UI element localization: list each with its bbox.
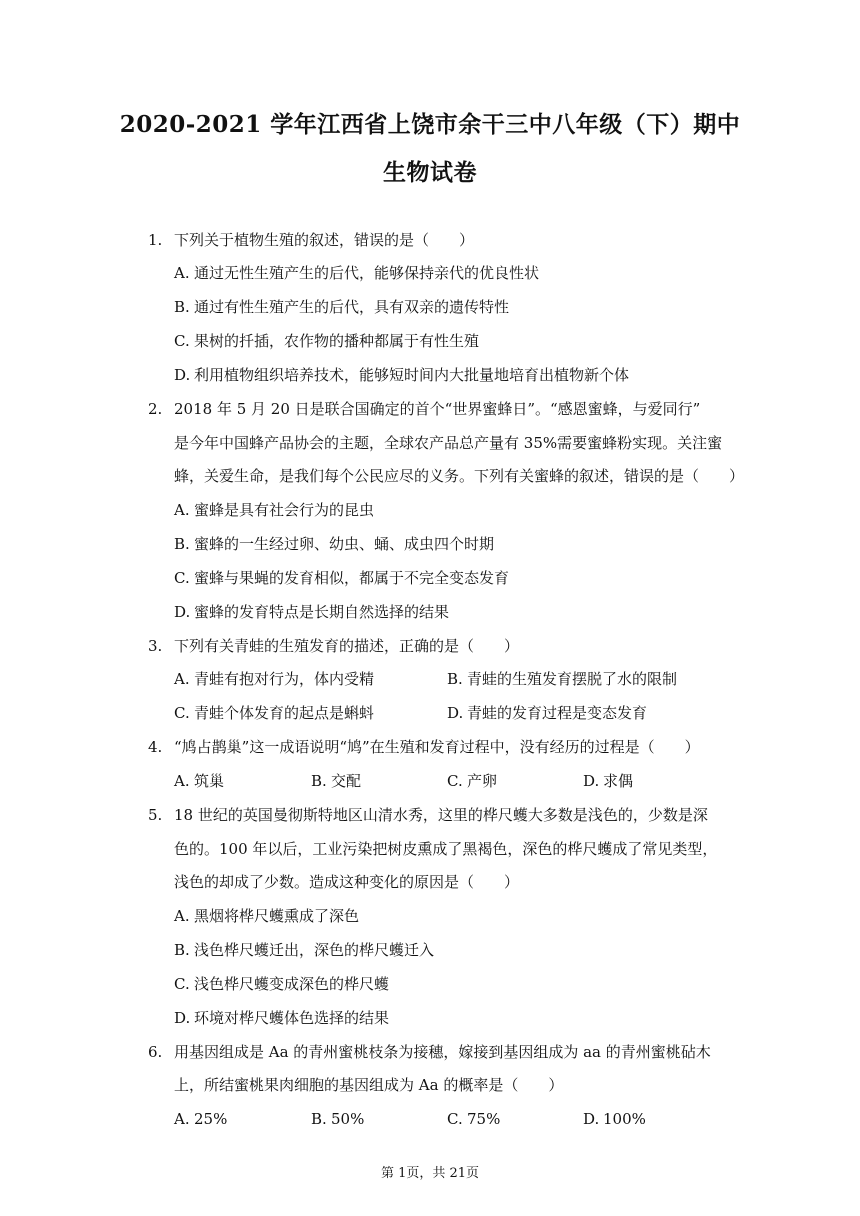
option-c: C. 75% [447, 1110, 501, 1128]
question-stem-continued: 上，所结蜜桃果肉细胞的基因组成为 Aa 的概率是（ ） [174, 1076, 564, 1094]
option-b: B. 通过有性生殖产生的后代，具有双亲的遗传特性 [174, 298, 510, 316]
exam-title-line-2: 生物试卷 [383, 159, 477, 186]
option-a: A. 黑烟将桦尺蠖熏成了深色 [174, 907, 360, 925]
question-stem-continued: 蜂，关爱生命，是我们每个公民应尽的义务。下列有关蜜蜂的叙述，错误的是（ ） [174, 467, 745, 485]
question-stem: 下列关于植物生殖的叙述，错误的是（ ） [174, 231, 475, 249]
question-stem: 2018 年 5 月 20 日是联合国确定的首个“世界蜜蜂日”。“感恩蜜蜂，与爱同行” [174, 400, 701, 418]
question-number: 4. [148, 738, 163, 756]
option-d: D. 环境对桦尺蠖体色选择的结果 [174, 1009, 390, 1027]
question-number: 5. [148, 806, 163, 824]
option-d: D. 求偶 [583, 772, 634, 790]
option-b: B. 蜜蜂的一生经过卵、幼虫、蛹、成虫四个时期 [174, 535, 495, 553]
question-number: 1. [148, 231, 163, 249]
option-a: A. 25% [174, 1110, 228, 1128]
question-stem-continued: 浅色的却成了少数。造成这种变化的原因是（ ） [174, 873, 520, 891]
question-stem-continued: 色的。100 年以后，工业污染把树皮熏成了黑褐色，深色的桦尺蠖成了常见类型， [174, 840, 718, 858]
option-b: B. 青蛙的生殖发育摆脱了水的限制 [447, 670, 678, 688]
option-a: A. 蜜蜂是具有社会行为的昆虫 [174, 501, 375, 519]
question-number: 2. [148, 400, 163, 418]
question-number: 3. [148, 637, 163, 655]
question-number: 6. [148, 1043, 163, 1061]
option-c: C. 产卵 [447, 772, 498, 790]
option-c: C. 蜜蜂与果蝇的发育相似，都属于不完全变态发育 [174, 569, 510, 587]
option-b: B. 50% [311, 1110, 365, 1128]
option-c: C. 青蛙个体发育的起点是蝌蚪 [174, 704, 375, 722]
question-stem-continued: 是今年中国蜂产品协会的主题，全球农产品总产量有 35%需要蜜蜂粉实现。关注蜜 [174, 434, 723, 452]
question-stem: “鸠占鹊巢”这一成语说明“鸠”在生殖和发育过程中，没有经历的过程是（ ） [174, 738, 700, 756]
option-d: D. 100% [583, 1110, 646, 1128]
option-a: A. 筑巢 [174, 772, 225, 790]
option-b: B. 浅色桦尺蠖迁出，深色的桦尺蠖迁入 [174, 941, 435, 959]
option-a: A. 通过无性生殖产生的后代，能够保持亲代的优良性状 [174, 264, 540, 282]
option-a: A. 青蛙有抱对行为，体内受精 [174, 670, 375, 688]
option-d: D. 利用植物组织培养技术，能够短时间内大批量地培育出植物新个体 [174, 366, 630, 384]
question-stem: 用基因组成是 Aa 的青州蜜桃枝条为接穗，嫁接到基因组成为 aa 的青州蜜桃砧木 [174, 1043, 711, 1061]
option-b: B. 交配 [311, 772, 362, 790]
option-d: D. 青蛙的发育过程是变态发育 [447, 704, 648, 722]
option-c: C. 浅色桦尺蠖变成深色的桦尺蠖 [174, 975, 390, 993]
exam-title-line-1: 2020-2021 学年江西省上饶市余干三中八年级（下）期中 [119, 111, 741, 138]
option-d: D. 蜜蜂的发育特点是长期自然选择的结果 [174, 603, 450, 621]
option-c: C. 果树的扦插，农作物的播种都属于有性生殖 [174, 332, 480, 350]
question-stem: 下列有关青蛙的生殖发育的描述，正确的是（ ） [174, 637, 520, 655]
question-stem: 18 世纪的英国曼彻斯特地区山清水秀，这里的桦尺蠖大多数是浅色的，少数是深 [174, 806, 708, 824]
page-footer: 第 1页，共 21页 [380, 1166, 480, 1181]
